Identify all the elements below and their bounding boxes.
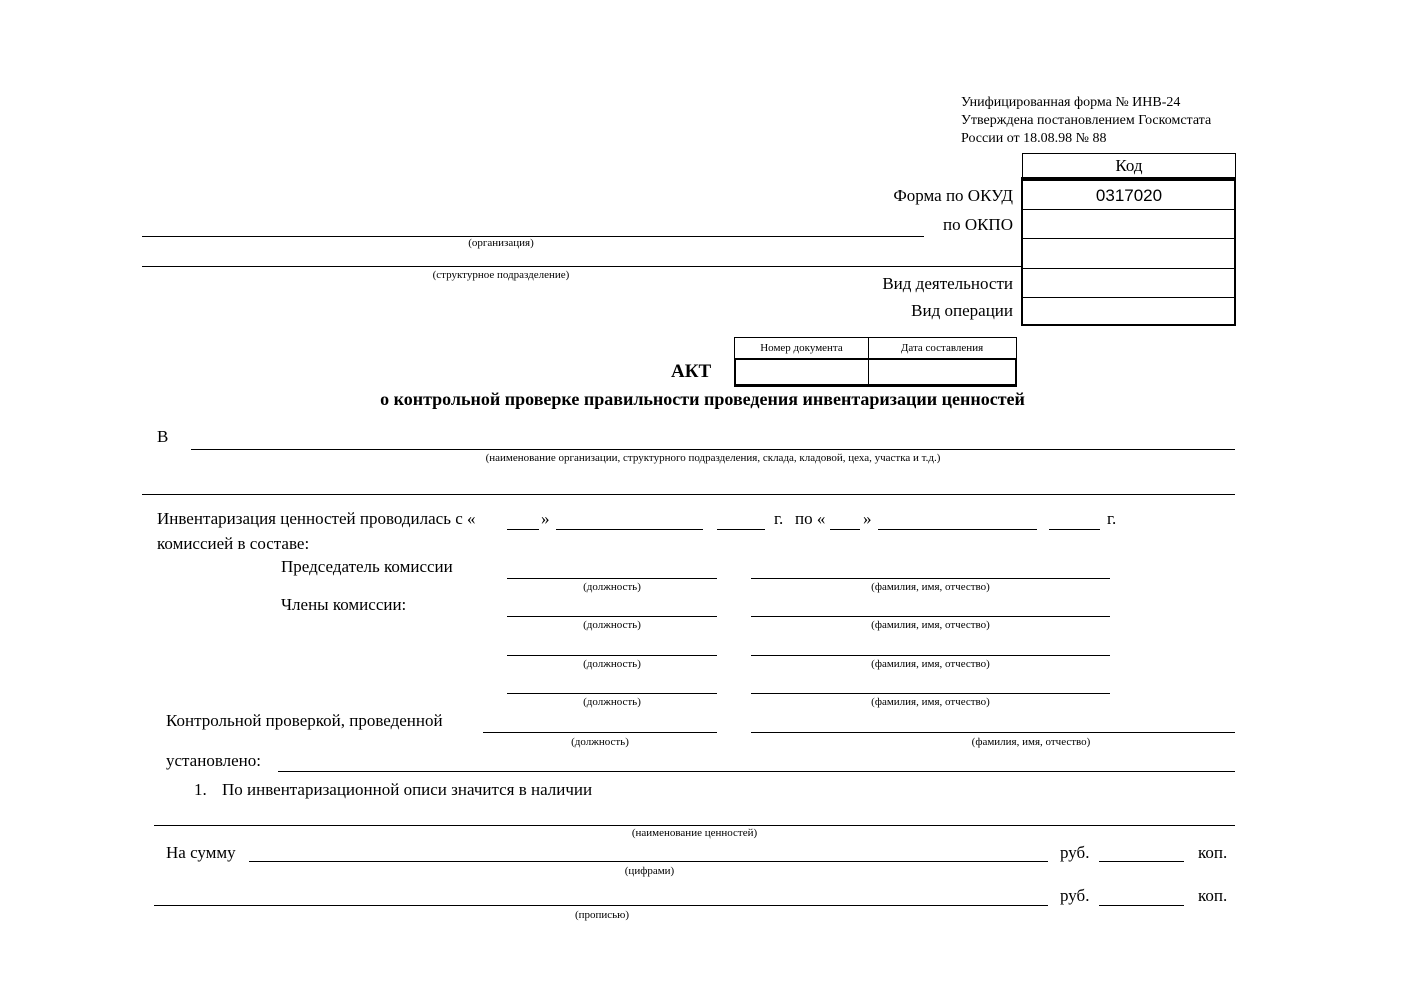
members-label: Члены комиссии:: [281, 595, 407, 614]
control-position-caption: (должность): [571, 736, 629, 748]
act-title: АКТ: [671, 361, 712, 382]
sum-words-field[interactable]: [154, 905, 1048, 906]
member1-position-field[interactable]: [507, 616, 717, 617]
okud-code-cell[interactable]: 0317020: [1023, 179, 1235, 209]
end-day-field[interactable]: [830, 529, 860, 530]
period-text: Инвентаризация ценностей проводилась с «: [157, 509, 476, 528]
control-name-caption: (фамилия, имя, отчество): [971, 736, 1091, 748]
location-prefix: В: [157, 427, 169, 446]
location-caption: (наименование организации, структурного подразделения, склада, кладовой, цеха, участка и т.д.): [485, 452, 941, 464]
division-line[interactable]: [142, 266, 1022, 267]
code-header: Код: [1115, 156, 1143, 175]
rub-label-2: руб.: [1060, 886, 1090, 905]
doc-date-header: Дата составления: [869, 338, 1015, 359]
start-year-field[interactable]: [717, 529, 765, 530]
start-year-mark: г.: [774, 509, 784, 528]
activity-label: Вид деятельности: [882, 274, 1013, 293]
doc-number-cell[interactable]: [735, 359, 869, 385]
start-close-quote: »: [541, 509, 550, 528]
location-line[interactable]: [191, 449, 1235, 450]
chairman-label: Председатель комиссии: [281, 557, 453, 576]
established-field[interactable]: [278, 771, 1235, 772]
okpo-label: по ОКПО: [942, 215, 1013, 234]
member1-position-caption: (должность): [583, 619, 641, 631]
chairman-position-field[interactable]: [507, 578, 717, 579]
operation-label: Вид операции: [911, 301, 1013, 320]
member1-name-field[interactable]: [751, 616, 1110, 617]
end-close-quote: »: [863, 509, 872, 528]
member2-name-field[interactable]: [751, 655, 1110, 656]
member3-name-caption: (фамилия, имя, отчество): [871, 696, 990, 708]
start-month-field[interactable]: [556, 529, 703, 530]
end-year-field[interactable]: [1049, 529, 1100, 530]
commission-label: комиссией в составе:: [157, 534, 310, 553]
chairman-name-field[interactable]: [751, 578, 1110, 579]
okud-label: Форма по ОКУД: [893, 186, 1013, 205]
approval-note: Утверждена постановлением Госкомстата: [961, 113, 1212, 128]
kop-label-2: коп.: [1198, 886, 1228, 905]
sum-words-caption: (прописью): [574, 909, 630, 921]
member3-position-field[interactable]: [507, 693, 717, 694]
act-subtitle: о контрольной проверке правильности проведения инвентаризации ценностей: [380, 389, 1025, 409]
start-day-field[interactable]: [507, 529, 539, 530]
member2-position-caption: (должность): [583, 658, 641, 670]
kop-label-1: коп.: [1198, 843, 1228, 862]
location-line-2[interactable]: [142, 494, 1235, 495]
end-year-mark: г.: [1107, 509, 1117, 528]
doc-date-cell[interactable]: [869, 359, 1015, 385]
document-table: [734, 337, 1017, 387]
chairman-position-caption: (должность): [583, 581, 641, 593]
valuables-line[interactable]: [154, 825, 1235, 826]
member3-position-caption: (должность): [583, 696, 641, 708]
established-label: установлено:: [166, 751, 261, 770]
organization-caption: (организация): [468, 237, 534, 249]
approval-date-note: России от 18.08.98 № 88: [961, 131, 1107, 146]
item1-text: По инвентаризационной описи значится в наличии: [222, 780, 593, 799]
member3-name-field[interactable]: [751, 693, 1110, 694]
sum-digits-caption: (цифрами): [624, 865, 675, 877]
form-number-note: Унифицированная форма № ИНВ-24: [961, 95, 1181, 110]
rub-label-1: руб.: [1060, 843, 1090, 862]
control-name-field[interactable]: [751, 732, 1235, 733]
division-caption: (структурное подразделение): [432, 269, 570, 281]
member1-name-caption: (фамилия, имя, отчество): [871, 619, 990, 631]
kop-words-field[interactable]: [1099, 905, 1184, 906]
code-table-frame: [1021, 177, 1236, 326]
sum-digits-field[interactable]: [249, 861, 1048, 862]
item1-number: 1.: [194, 780, 207, 799]
sum-label: На сумму: [166, 843, 236, 862]
period-to-text: по «: [795, 509, 826, 528]
member2-position-field[interactable]: [507, 655, 717, 656]
control-label: Контрольной проверкой, проведенной: [166, 711, 443, 730]
chairman-name-caption: (фамилия, имя, отчество): [871, 581, 990, 593]
kop-digits-field[interactable]: [1099, 861, 1184, 862]
control-position-field[interactable]: [483, 732, 717, 733]
member2-name-caption: (фамилия, имя, отчество): [871, 658, 990, 670]
end-month-field[interactable]: [878, 529, 1037, 530]
doc-number-header: Номер документа: [735, 338, 869, 359]
valuables-caption: (наименование ценностей): [631, 827, 758, 839]
